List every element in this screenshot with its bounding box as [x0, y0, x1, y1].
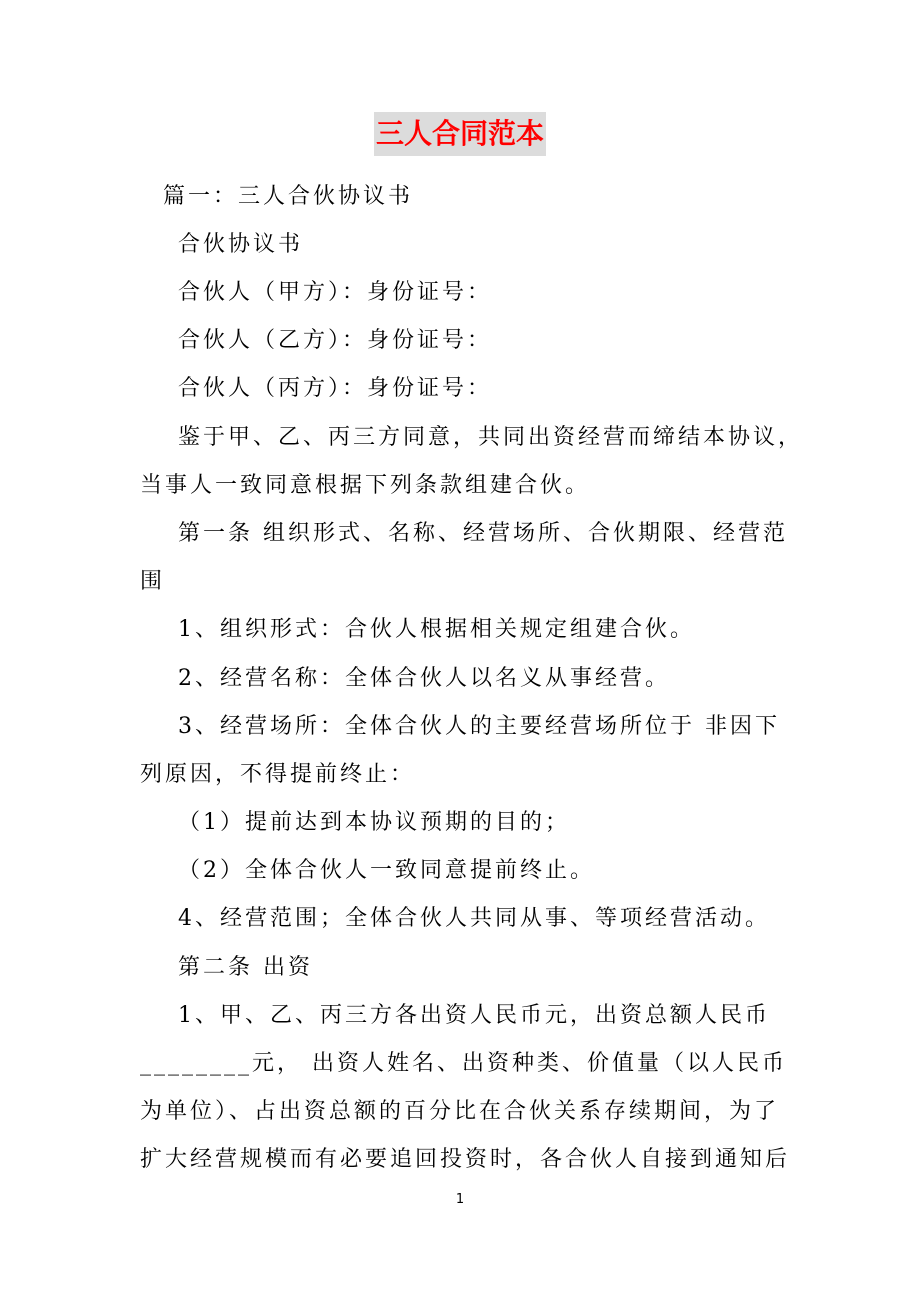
article-heading: 第一条 组织形式、名称、经营场所、合伙期限、经营范 — [178, 521, 788, 546]
paragraph-line: 合伙人（乙方）：身份证号： — [178, 328, 493, 353]
title-wrapper — [0, 112, 920, 156]
paragraph-line: 鉴于甲、乙、丙三方同意，共同出资经营而缔结本协议， — [178, 425, 804, 450]
paragraph-line: 1、甲、乙、丙三方各出资人民币元，出资总额人民币 — [178, 1003, 770, 1028]
document-title: 三人合同范本 — [374, 112, 546, 156]
paragraph-line: （2）全体合伙人一致同意提前终止。 — [178, 858, 595, 883]
paragraph-line: 4、经营范围；全体合伙人共同从事、等项经营活动。 — [178, 906, 770, 931]
section-heading: 篇一：三人合伙协议书 — [163, 184, 414, 209]
paragraph-line: 当事人一致同意根据下列条款组建合伙。 — [140, 473, 591, 498]
page-number: 1 — [455, 1192, 465, 1207]
paragraph-line: 列原因，不得提前终止： — [140, 762, 416, 787]
paragraph-line: 1、组织形式：合伙人根据相关规定组建合伙。 — [178, 617, 695, 642]
paragraph-line: 2、经营名称：全体合伙人以名义从事经营。 — [178, 666, 670, 691]
paragraph-line: （1）提前达到本协议预期的目的； — [178, 810, 570, 835]
paragraph-line: 合伙人（甲方）：身份证号： — [178, 280, 493, 305]
article-heading: 第二条 出资 — [178, 955, 313, 980]
paragraph-line: 合伙协议书 — [178, 232, 304, 257]
paragraph-line: 3、经营场所：全体合伙人的主要经营场所位于 非因下 — [178, 714, 780, 739]
paragraph-line: 为单位）、占出资总额的百分比在合伙关系存续期间，为了 — [140, 1099, 780, 1124]
paragraph-line: 扩大经营规模而有必要追回投资时，各合伙人自接到通知后 — [140, 1147, 791, 1172]
paragraph-line: 合伙人（丙方）：身份证号： — [178, 376, 493, 401]
paragraph-line: 围 — [140, 569, 166, 594]
paragraph-line: ________元， 出资人姓名、出资种类、价值量（以人民币 — [140, 1051, 787, 1076]
